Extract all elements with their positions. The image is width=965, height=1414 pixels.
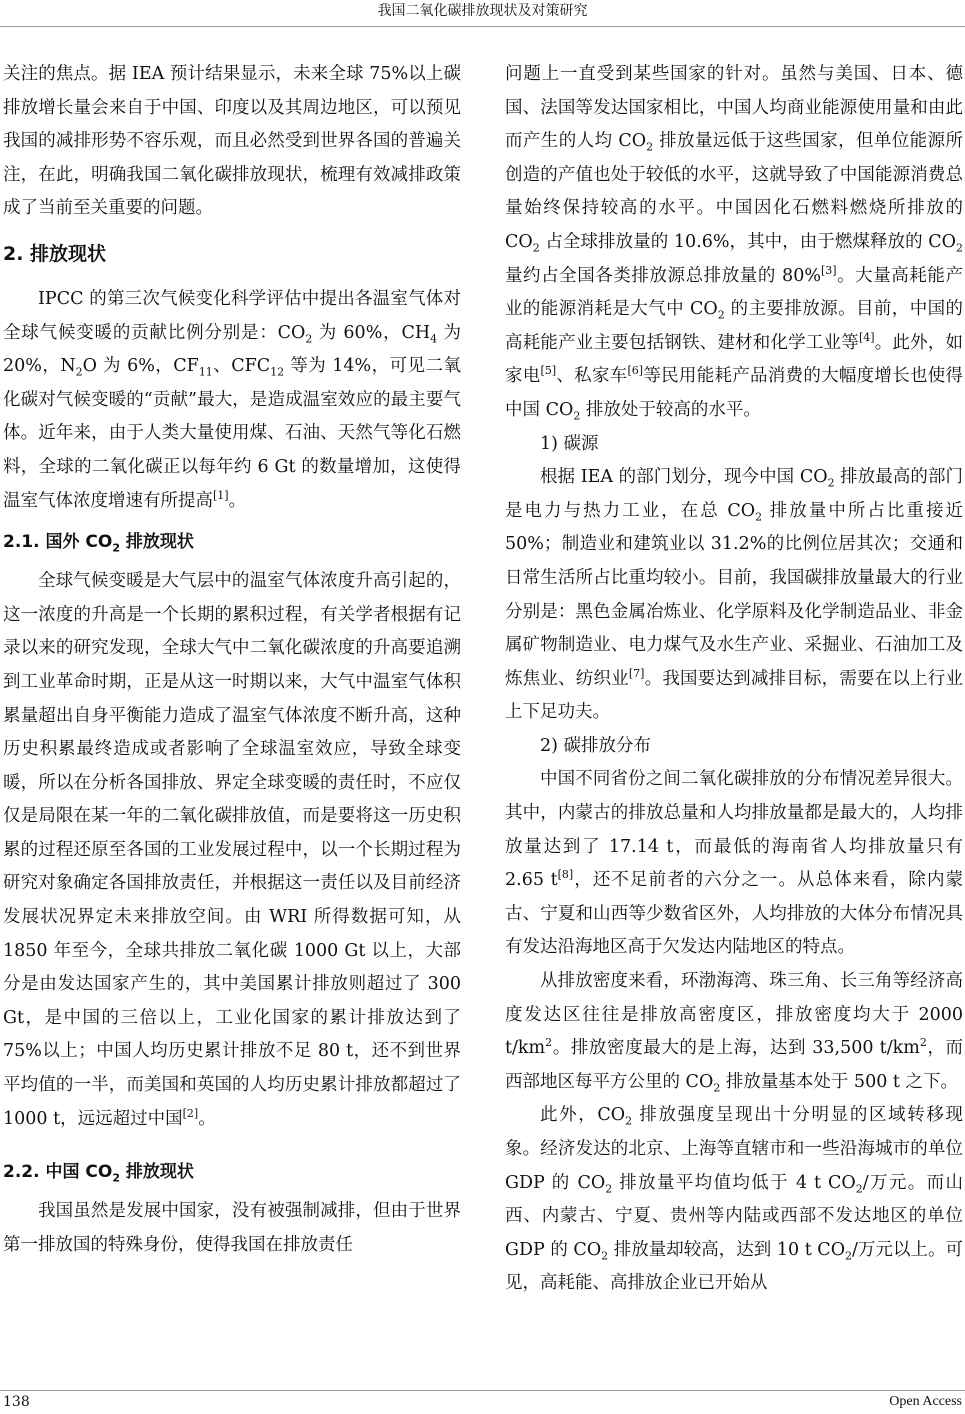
citation-ref[interactable]: [4] (858, 330, 875, 344)
global-warming-paragraph: 全球气候变暖是大气层中的温室气体浓度升高引起的，这一浓度的升高是一个长期的累积过程，有关学者根据有记录以来的研究发现，全球大气中二氧化碳浓度的升高要追溯到工业革命时期，正是从这一时期以来，大气中温室气体积累量超出自身平衡能力造成了温室气体浓度不断升高，这种历史积累最终造成或者影响了全球温室效应，导致全球变暖，所以在分析各国排放、界定全球变暖的责任时，不应仅仅是局限在某一年的二氧化碳排放值，而是要将这一历史积累的过程还原至各国的工业发展过程中，以一个长期过程为研究对象确定各国排放责任，并根据这一责任以及目前经济发展状况界定未来排放空间。由 WRI 所得数据可知，从 1850 年至今，全球共排放二氧化碳 1000 Gt 以上，大部分是由发达国家产生的，其中美国累计排放则超过了 300 Gt，是中国的三倍以上，工业化国家的累计排放达到了 75%以上；中国人均历史累计排放不足 80 t，还不到世界平均值的一半，而美国和英国的人均历史累计排放都超过了 1000 t，远远超过中国[2]。 (3, 571, 461, 1129)
citation-ref[interactable]: [1] (213, 488, 229, 502)
citation-ref[interactable]: [5] (540, 364, 557, 378)
subsection-heading-foreign: 2.1. 国外 $CO_2$ 排放现状 (3, 532, 194, 555)
ipcc-paragraph: IPCC 的第三次气候变化科学评估中提出各温室气体对全球气候变暖的贡献比例分别是：$CO_2$ 为 60%，$CH_4$ 为 20%，$N_2O$ 为 6%，$CF_{11}$、$CFC_{12}$ 等为 14%，可见二氧化碳对气候变暖的“贡献”最大，是造成温室效应的最主要气体。近年来，由于人类大量使用煤、石油、天然气等化石燃料，全球的二氧化碳正以每年约 6 Gt 的数量增加，这使得温室气体浓度增速有所提高[1]。 (3, 288, 461, 511)
citation-ref[interactable]: [2] (182, 1106, 199, 1120)
running-head (0, 0, 965, 27)
list-item-distribution: 2) 碳排放分布 (540, 735, 652, 756)
section-heading-emissions: 2. 排放现状 (3, 242, 107, 265)
page-number: 138 (3, 1394, 30, 1410)
running-title: 我国二氧化碳排放现状及对策研究 (377, 3, 588, 19)
density-paragraph: 从排放密度来看，环渤海湾、珠三角、长三角等经济高度发达区往往是排放高密度区，排放密度均大于 2000 $t/km^2$。排放密度最大的是上海，达到 33,500 $t/km^2$，而西部地区每平方公里的 $CO_2$ 排放量基本处于 500 t 之下。 (505, 971, 964, 1095)
intensity-paragraph: 此外，$CO_2$ 排放强度呈现出十分明显的区域转移现象。经济发达的北京、上海等直辖市和一些沿海城市的单位 GDP 的 $CO_2$ 排放量平均值均低于 4 t $CO_2/$万元。而山西、内蒙古、宁夏、贵州等内陆或西部不发达地区的单位 GDP 的 $CO_2$ 排放量却较高，达到 10 t $CO_2/$万元以上。可见，高耗能、高排放企业已开始从 (505, 1105, 963, 1294)
citation-ref[interactable]: [6] (627, 364, 644, 378)
left-column (3, 58, 461, 1262)
distribution-paragraph: 中国不同省份之间二氧化碳排放的分布情况差异很大。其中，内蒙古的排放总量和人均排放量都是最大的，人均排放量达到了 17.14 t，而最低的海南省人均排放量只有 2.65 t[8]，还不足前者的六分之一。从总体来看，除内蒙古、宁夏和山西等少数省区外，人均排放的大体分布情况具有发达沿海地区高于欠发达内陆地区的特点。 (505, 769, 963, 958)
subsection-heading-china: 2.2. 中国 $CO_2$ 排放现状 (3, 1162, 194, 1185)
page-footer (0, 1390, 965, 1413)
citation-ref[interactable]: [8] (557, 868, 574, 882)
journal-label: Open Access (889, 1394, 962, 1409)
citation-ref[interactable]: [7] (628, 666, 645, 680)
list-item-carbon-source: 1) 碳源 (540, 433, 599, 454)
china-paragraph-continued: 问题上一直受到某些国家的针对。虽然与美国、日本、德国、法国等发达国家相比，中国人均商业能源使用量和由此而产生的人均 $CO_2$ 排放量远低于这些国家，但单位能源所创造的产值也处于较低的水平，这就导致了中国能源消费总量始终保持较高的水平。中国因化石燃料燃烧所排放的 $CO_2$ 占全球排放量的 10.6%，其中，由于燃煤释放的 $CO_2$ 量约占全国各类排放源总排放量的 80%[3]。大量高耗能产业的能源消耗是大气中 $CO_2$ 的主要排放源。目前，中国的高耗能产业主要包括钢铁、建材和化学工业等[4]。此外，如家电[5]、私家车[6]等民用能耗产品消费的大幅度增长也使得中国 $CO_2$ 排放处于较高的水平。 (505, 64, 964, 423)
citation-ref[interactable]: [3] (820, 263, 837, 277)
china-paragraph-start: 我国虽然是发展中国家，没有被强制减排，但由于世界第一排放国的特殊身份，使得我国在排放责任 (3, 1201, 461, 1255)
carbon-source-paragraph: 根据 IEA 的部门划分，现今中国 $CO_2$ 排放最高的部门是电力与热力工业，在总 $CO_2$ 排放量中所占比重接近 50%；制造业和建筑业以 31.2%的比例位居其次；交通和日常生活所占比重均较小。目前，我国碳排放量最大的行业分别是：黑色金属冶炼业、化学原料及化学制造品业、非金属矿物制造业、电力煤气及水生产业、采掘业、石油加工及炼焦业、纺织业[7]。我国要达到减排目标，需要在以上行业上下足功夫。 (505, 467, 964, 723)
intro-paragraph: 关注的焦点。据 IEA 预计结果显示，未来全球 75%以上碳排放增长量会来自于中国、印度以及其周边地区，可以预见我国的减排形势不容乐观，而且必然受到世界各国的普遍关注，在此，明确我国二氧化碳排放现状，梳理有效减排政策成了当前至关重要的问题。 (3, 64, 461, 219)
right-column (505, 58, 963, 1301)
